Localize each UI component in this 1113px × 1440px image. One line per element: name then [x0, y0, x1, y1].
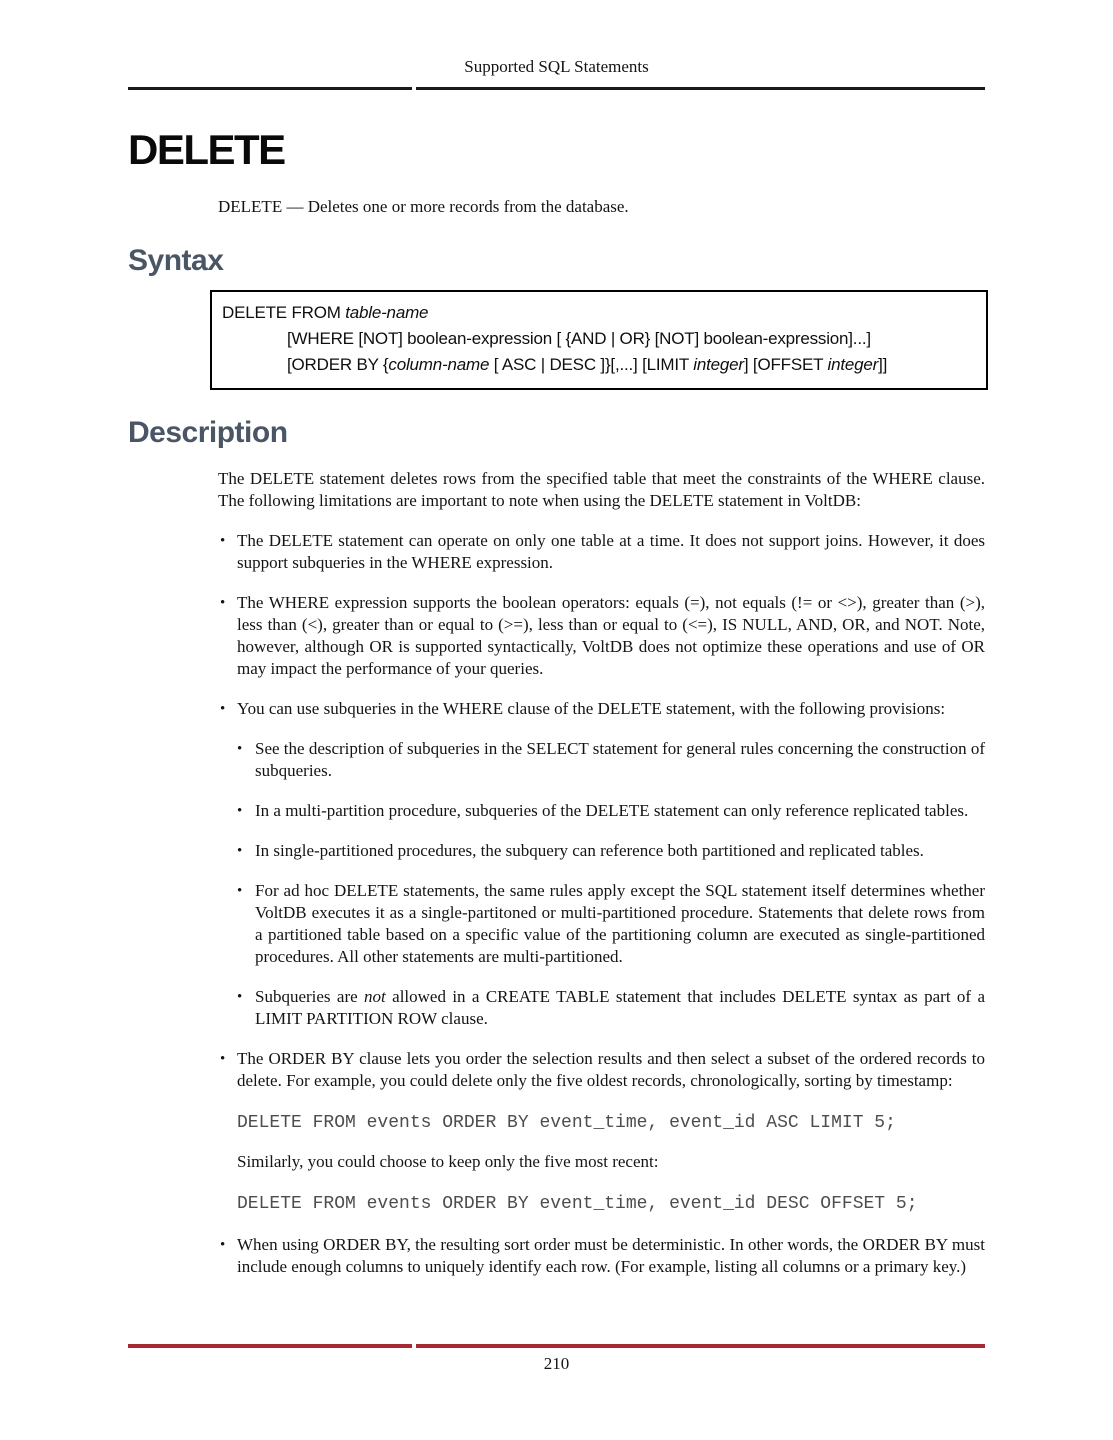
bullet-icon: •	[237, 843, 243, 859]
code-example-1: DELETE FROM events ORDER BY event_time, event_id ASC LIMIT 5;	[237, 1113, 896, 1133]
list-item	[218, 1048, 985, 1216]
page-footer	[128, 1344, 985, 1374]
list-item	[218, 1234, 985, 1278]
list-item	[237, 800, 985, 822]
syntax-keyword: [ ASC | DESC ]}[,...] [LIMIT	[489, 355, 694, 374]
bullet-icon: •	[220, 1051, 226, 1067]
bullet-icon: •	[220, 701, 226, 717]
syntax-box	[210, 290, 988, 390]
list-item-text: You can use subqueries in the WHERE clause of the DELETE statement, with the following provisions:	[237, 699, 946, 718]
header-rule	[128, 87, 985, 90]
similarly-text: Similarly, you could choose to keep only the five most recent:	[237, 1152, 659, 1171]
running-header-title: Supported SQL Statements	[464, 57, 649, 76]
header-rule-left	[128, 87, 412, 90]
text-segment: allowed in a CREATE TABLE statement that includes DELETE syntax as part of a LIMIT PARTITION ROW clause.	[255, 987, 985, 1028]
bullet-icon: •	[220, 1237, 226, 1253]
syntax-variable: integer	[827, 355, 879, 374]
list-item	[218, 592, 985, 680]
list-item-text: See the description of subqueries in the SELECT statement for general rules concerning the construction of subqueries.	[255, 739, 986, 780]
list-item-text: The WHERE expression supports the boolean operators: equals (=), not equals (!= or <>), greater than (>), less than (<), greater than or equal to (>=), less than or equal to (<=), IS NULL, AND, OR, and NOT. Note, however, although OR is supported syntactically, VoltDB does not optimize these operations and use of OR may impact the performance of your queries.	[237, 593, 985, 678]
description-intro: The DELETE statement deletes rows from the specified table that meet the constraints of the WHERE clause. The following limitations are important to note when using the DELETE statement in VoltDB:	[218, 469, 985, 510]
code-example-2: DELETE FROM events ORDER BY event_time, event_id DESC OFFSET 5;	[237, 1194, 918, 1214]
footer-rule-left	[128, 1344, 412, 1348]
list-item-text: The DELETE statement can operate on only one table at a time. It does not support joins. However, it does support subqueries in the WHERE expression.	[237, 531, 985, 572]
list-item-text	[255, 986, 985, 1030]
bullet-icon: •	[237, 883, 243, 899]
description-heading: Description	[128, 416, 288, 449]
page-content	[0, 126, 1113, 1278]
list-item-text: When using ORDER BY, the resulting sort order must be deterministic. In other words, the ORDER BY must include enough columns to uniquely identify each row. (For example, listing all columns or a primary key.)	[237, 1235, 985, 1276]
syntax-heading: Syntax	[128, 244, 224, 277]
list-item	[218, 530, 985, 574]
bullet-icon: •	[237, 803, 243, 819]
syntax-keyword: ] [OFFSET	[743, 355, 828, 374]
bullet-icon: •	[237, 989, 243, 1005]
page-header	[0, 0, 1113, 90]
refpurpose-text: DELETE — Deletes one or more records from the database.	[218, 197, 629, 216]
list-item	[237, 986, 985, 1030]
list-item-text: For ad hoc DELETE statements, the same rules apply except the SQL statement itself determines whether VoltDB executes it as a single-partitoned or multi-partitioned procedure. Statements that delete rows from a partitioned table based on a specific value of the partitioning column are executed as single-partitioned procedures. All other statements are multi-partitioned.	[255, 881, 985, 966]
syntax-keyword: DELETE FROM	[222, 303, 346, 322]
syntax-variable: integer	[693, 355, 744, 374]
syntax-variable: column-name	[388, 355, 490, 374]
list-item-text: The ORDER BY clause lets you order the selection results and then select a subset of the ordered records to delete. For example, you could delete only the five oldest records, chronologically, sorting by timestamp:	[237, 1049, 985, 1090]
bullet-icon: •	[220, 595, 226, 611]
syntax-variable: table-name	[345, 303, 429, 322]
list-item	[218, 698, 985, 1030]
footer-rule	[128, 1344, 985, 1348]
footer-rule-right	[416, 1344, 985, 1348]
list-item	[237, 738, 985, 782]
emphasized-word: not	[364, 987, 386, 1006]
header-rule-right	[416, 87, 985, 90]
syntax-line-1	[222, 300, 976, 326]
list-item-text: In a multi-partition procedure, subqueries of the DELETE statement can only reference replicated tables.	[255, 801, 969, 820]
text-segment: Subqueries are	[255, 987, 365, 1006]
syntax-keyword: [ORDER BY {	[287, 355, 389, 374]
bullet-icon: •	[220, 533, 226, 549]
syntax-line-2: [WHERE [NOT] boolean-expression [ {AND | OR} [NOT] boolean-expression]...]	[287, 329, 871, 348]
subquery-provisions-list	[237, 738, 985, 1030]
list-item-text: In single-partitioned procedures, the subquery can reference both partitioned and replicated tables.	[255, 841, 924, 860]
limitations-list	[218, 530, 985, 1278]
list-item	[237, 880, 985, 968]
syntax-keyword: ]]	[878, 355, 888, 374]
syntax-line-3	[222, 352, 976, 378]
page-number: 210	[543, 1354, 570, 1373]
statement-title: DELETE	[128, 126, 285, 173]
bullet-icon: •	[237, 741, 243, 757]
list-item	[237, 840, 985, 862]
